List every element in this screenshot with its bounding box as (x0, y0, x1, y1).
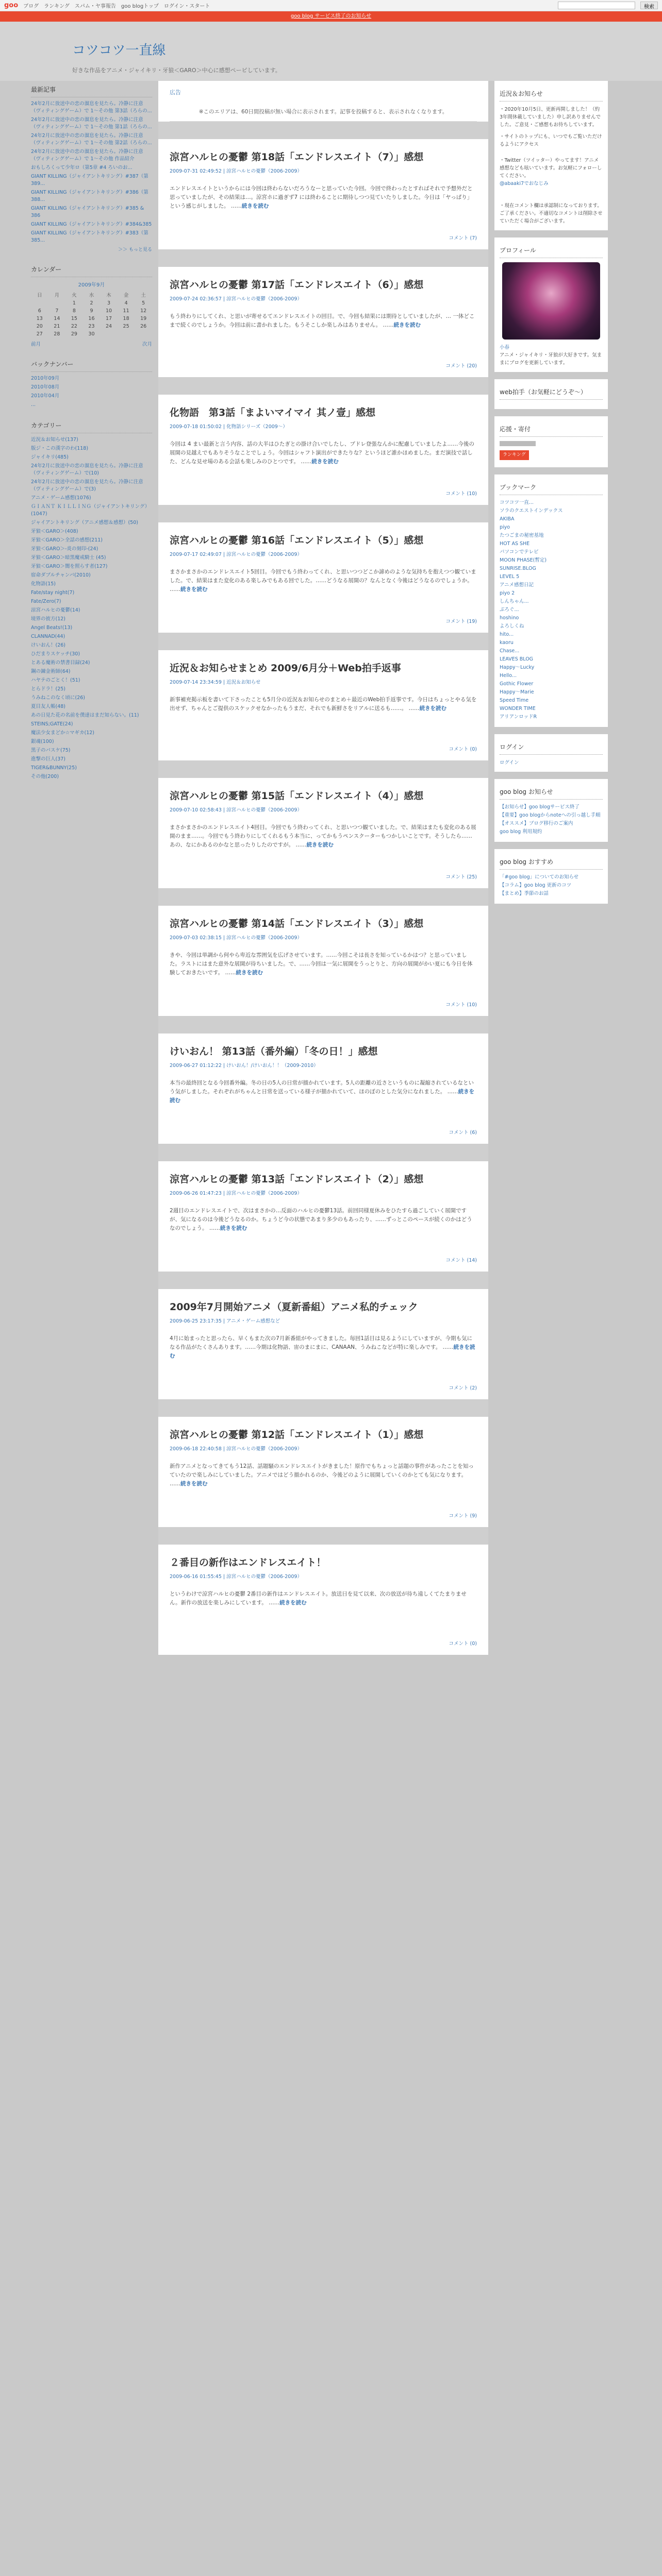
bookmark-link[interactable]: Happy～Lucky (500, 665, 535, 670)
goo-notice-box (494, 779, 608, 842)
bookmark-link[interactable]: MOON PHASE(暫定) (500, 557, 547, 563)
calendar-weekday: 木 (106, 293, 111, 298)
calendar-day: 26 (140, 324, 147, 329)
blog-entry (158, 505, 488, 633)
bookmark-link[interactable]: HOT AS SHE (500, 541, 530, 547)
bookmark-link[interactable]: Gothic Flower (500, 681, 534, 687)
entry-comment-link[interactable]: コメント (19) (445, 619, 477, 624)
recent-entry-link[interactable]: GIANT KILLING（ジャイアントキリング）#383（第 385... (31, 230, 148, 243)
ranking-banner[interactable] (500, 441, 536, 446)
topbar-link-top[interactable]: goo blogトップ (121, 4, 159, 9)
topbar-search-button[interactable]: 検索 (640, 2, 658, 9)
entry-comment-link[interactable]: コメント (2) (449, 1385, 477, 1391)
calendar-day: 23 (88, 324, 95, 329)
login-title: ログイン (500, 739, 603, 755)
category-link[interactable]: けいおん！(26) (31, 642, 66, 648)
read-more-link[interactable]: 続きを読む (393, 322, 421, 328)
entry-text: 今回は 4 まい最新と言う内容、話の大半はひたぎとの掛け合いでしたし、ブドレ登張なんかに配慮していましたよ……今後の展開の見越えでもありそうなことでしょう。今回はシャフト演出ができたりな？というほど誰かほめました。まだ演技で話した、どんな見せ場のある会話も楽しみのひとつです。 (170, 441, 474, 465)
entry-meta[interactable]: 2009-06-18 22:40:58 | 涼宮ハルヒの憂鬱（2006-2009） (170, 1446, 302, 1452)
bookmark-link[interactable]: ぶろぐ... (500, 607, 519, 613)
entry-title[interactable]: 涼宮ハルヒの憂鬱 第18話「エンドレスエイト（7）」感想 (170, 151, 424, 163)
entry-title[interactable]: 近況＆お知らせまとめ 2009/6月分＋Web拍手返事 (170, 663, 401, 674)
category-link[interactable]: 進撃の巨人(37) (31, 756, 66, 762)
entry-title[interactable]: 涼宮ハルヒの憂鬱 第17話「エンドレスエイト（6）」感想 (170, 279, 424, 291)
ad-link[interactable]: 広告 (170, 89, 181, 96)
bookmark-link[interactable]: LEAVES BLOG (500, 656, 534, 662)
recent-entry-link[interactable]: GIANT KILLING（ジャイアントキリング）#386（第 388... (31, 190, 148, 202)
entry-title[interactable]: 涼宮ハルヒの憂鬱 第15話「エンドレスエイト（4）」感想 (170, 790, 424, 802)
category-link[interactable]: とある魔術の禁書目録(24) (31, 660, 90, 666)
goo-topbar (0, 0, 662, 11)
calendar-day: 3 (107, 300, 111, 306)
bookmark-link[interactable]: しんちゃん... (500, 599, 529, 604)
entry-text: きや、今回は単調から何やら卑近な雰囲気を広げさせています。……今回こそは長さを知っているかはつ？と思っていました。ラストにはまた意外な展開が待ちいました。で、……今回は一気に展開をうっとりと、方向の展開がかい夏にも今日を体験しておきたいです。 (170, 952, 473, 976)
goo-notice-link[interactable]: 【オススメ】ブログ移行のご案内 (500, 821, 573, 826)
blog-header (0, 22, 662, 81)
entry-meta[interactable]: 2009-06-25 23:17:35 | アニメ・ゲーム感想など (170, 1318, 280, 1324)
category-link[interactable]: TIGER&BUNNY(25) (31, 765, 77, 771)
webclap-title[interactable]: web拍手（お気軽にどうぞ～） (500, 384, 603, 400)
login-box (494, 734, 608, 772)
goo-notice-link[interactable]: goo blog 利用規約 (500, 829, 542, 835)
calendar-weekday: 火 (72, 293, 77, 298)
category-link[interactable]: 牙狼＜GARO＞暗黒魔戒騎士 (45) (31, 555, 106, 561)
read-more-link[interactable]: 続きを読む (220, 1225, 247, 1231)
entry-meta[interactable]: 2009-07-31 02:49:52 | 涼宮ハルヒの憂鬱（2006-2009） (170, 168, 302, 174)
entry-body: まさかまさかのエンドレスエイト5回目。今回でもう終わってくれ、と思いつつどこか諦めのような気持ちを抱えつつ観ていました。で、結果はまた変化のある楽しみでもある回でした。……どうなる展開の？なんとなく今後はどうなるのでしょうか。 ……続きを読む (170, 569, 476, 592)
backnumber-link[interactable]: ... (31, 402, 36, 408)
bookmark-link[interactable]: ソラのクエストインデックス (500, 508, 563, 514)
calendar-day (48, 299, 66, 307)
bookmark-link[interactable]: kaoru (500, 640, 514, 646)
entry-text: 4月に始まったと思ったら、早くもまた次の7月新番組がやってきました。毎回1話目は見るようにしていますが、今期も気になる作品がたくさんあります。……今期は化物語、宙のまにまに、CANAAN、うみねこなどが特に楽しみです。 (170, 1335, 473, 1350)
category-link[interactable]: とらドラ！(25) (31, 686, 66, 692)
calendar-day: 2 (90, 300, 93, 306)
calendar-title: カレンダー (31, 261, 152, 277)
calendar-day: 22 (71, 324, 77, 329)
support-box (494, 416, 608, 467)
topbar-link-report[interactable]: スパム・ヤ事報告 (74, 4, 116, 9)
calendar-day: 5 (142, 300, 145, 306)
entry-meta[interactable]: 2009-07-03 02:38:15 | 涼宮ハルヒの憂鬱（2006-2009） (170, 935, 302, 941)
category-link[interactable]: 牙狼＜GARO＞全話の感想(211) (31, 537, 103, 543)
entry-comment-link[interactable]: コメント (7) (449, 235, 477, 241)
entry-meta[interactable]: 2009-06-26 01:47:23 | 涼宮ハルヒの憂鬱（2006-2009） (170, 1191, 302, 1196)
goo-notice-link[interactable]: 【お知らせ】goo blogサービス終了 (500, 804, 580, 810)
category-link[interactable]: 牙狼＜GARO＞-炎の刻印-(24) (31, 546, 98, 552)
category-link[interactable]: Fate/stay night(7) (31, 590, 75, 596)
calendar-week (31, 330, 152, 338)
blog-entry (158, 377, 488, 505)
entry-body: 新作アニメとなってきてもう12話、話題騒のエンドレスエイトがきました！原作でもちょっと話題の事件があったことを知っていたので楽しみにしていました。アニメではどう描かれるのか、今後どのように展開していくのかとても気になります。 ……続きを読む (170, 1463, 474, 1487)
calendar-table (31, 280, 152, 338)
read-more-link[interactable]: 続きを読む (236, 970, 263, 976)
blog-entry (158, 1272, 488, 1399)
topbar-search-input[interactable] (558, 2, 635, 9)
entry-meta[interactable]: 2009-06-16 01:55:45 | 涼宮ハルヒの憂鬱（2006-2009） (170, 1574, 302, 1580)
calendar-day: 14 (54, 316, 60, 321)
topbar-link-ranking[interactable]: ランキング (44, 4, 70, 9)
profile-box (494, 238, 608, 372)
recent-entry-link[interactable]: 24年2月に放送中の恋の溜息を見たら。冷静に注意（ヴィティングゲーム）で 1〜その他 作品紹介 (31, 149, 143, 162)
profile-title: プロフィール (500, 243, 603, 258)
recent-more-link[interactable]: ＞＞ もっと見る (118, 247, 152, 252)
bookmark-link[interactable]: アニメ感想日記 (500, 582, 534, 588)
profile-avatar (502, 262, 600, 340)
bookmark-link[interactable]: SUNRISE.BLOG (500, 566, 536, 571)
category-link[interactable]: アニメ・ゲーム感想(1076) (31, 495, 91, 501)
inactive-notice: ※このエリアは、60日間投稿が無い場合に表示されます。記事を投稿すると、表示されなくなります。 (170, 103, 477, 122)
category-link[interactable]: 版ジ・この漢字のわ(118) (31, 446, 89, 451)
calendar-day (118, 330, 135, 338)
bookmark-link[interactable]: WONDER TIME (500, 706, 536, 711)
entry-body: 新事補充掲示板を書いて下さったことも5月分の近況＆お知らせのまとめ＋最近のWeb拍手返事です。今日はちょっとやる気を出せず、ちゃんとご提供のスケックせなかったもうまだ、それでも新鮮さをリアルに送るも……。 ……続きを読む (170, 697, 477, 711)
calendar-day: 28 (54, 331, 60, 337)
calendar-day: 15 (71, 316, 77, 321)
entry-comment-link[interactable]: コメント (9) (449, 1513, 477, 1519)
calendar-day: 27 (36, 331, 43, 337)
recent-entry-link[interactable]: おもしろくって少年ロ（第5章 #4 ろいのお... (31, 165, 133, 171)
category-link[interactable]: 牙狼＜GARO＞闇を照らす者(127) (31, 564, 108, 569)
category-link[interactable]: ハヤテのごとく！(51) (31, 677, 80, 683)
calendar-weekday: 土 (141, 293, 146, 298)
site-title[interactable]: コツコツ一直線 (72, 43, 166, 58)
bookmark-box (494, 474, 608, 727)
calendar-caption: 2009年9月 (78, 282, 105, 288)
blog-entry (158, 1144, 488, 1272)
entry-title[interactable]: 涼宮ハルヒの憂鬱 第13話「エンドレスエイト（2）」感想 (170, 1174, 424, 1185)
blog-entry (158, 633, 488, 760)
read-more-link[interactable]: 続きを読む (170, 1344, 475, 1359)
entry-body: 2週目のエンドレスエイトで、次はまさかの…反面のハルヒの憂鬱13話。前回同様夏休みをひたすら過ごしていく展開ですが、気になるのは今後どうなるのか。ちょうど今の状態であまり多少のもあったり、……ずっとこのペースが続くのかはどうなのでしょう。 ……続きを読む (170, 1208, 472, 1231)
calendar-week (31, 323, 152, 330)
bookmark-link[interactable]: よろしくね (500, 623, 524, 629)
bookmark-link[interactable]: hito... (500, 632, 514, 637)
calendar-day (100, 330, 118, 338)
comment-notice: ・現在コメント欄は承認制になっております。ご了承ください。不適切なコメントは削除させていただく場合がございます。 (500, 203, 603, 224)
calendar-day: 20 (36, 324, 43, 329)
calendar-day: 16 (88, 316, 95, 321)
category-link[interactable]: 宿命ダブルチャンバ(2010) (31, 572, 91, 578)
category-link[interactable]: ひだまりスケッチ(30) (31, 651, 80, 657)
calendar-day: 24 (105, 324, 112, 329)
entry-comment-link[interactable]: コメント (6) (449, 1130, 477, 1136)
calendar-day: 6 (38, 308, 41, 314)
bookmark-link[interactable]: AKIBA (500, 516, 515, 522)
twitter-text: ・Twitter（ツイッター）やってます！アニメ感想なども呟いています。お気軽にフォローしてください。 (500, 158, 602, 179)
calendar-day: 25 (123, 324, 129, 329)
bookmark-link[interactable]: パソコンでテレビ (500, 549, 539, 555)
bookmark-link[interactable]: Happy～Marie (500, 689, 534, 695)
entry-meta[interactable]: 2009-07-10 02:58:43 | 涼宮ハルヒの憂鬱（2006-2009） (170, 807, 302, 813)
profile-name[interactable]: 小春 (500, 345, 510, 350)
goo-reco-title: goo blog おすすめ (500, 854, 603, 870)
category-link[interactable]: ＧＩＡＮＴ ＫＩＬＬＩＮＧ（ジャイアントキリング）(1047) (31, 504, 150, 517)
entry-title[interactable]: 2009年7月開始アニメ（夏新番組）アニメ私的チェック (170, 1301, 418, 1313)
calendar-day: 30 (88, 331, 95, 337)
entry-text: 新作アニメとなってきてもう12話、話題騒のエンドレスエイトがきました！原作でもちょっと話題の事件があったことを知っていたので楽しみにしていました。アニメではどう描かれるのか、今後どのように展開していくのかとても気になります。 (170, 1463, 474, 1478)
calendar-week (31, 315, 152, 323)
calendar-day (31, 299, 48, 307)
category-link[interactable]: CLANNAD(44) (31, 634, 65, 639)
recent-entry-link[interactable]: 24年2月に放送中の恋の溜息を見たら。冷静に注意（ヴィティングゲーム）で 1〜その他 第3話（ろらの... (31, 101, 152, 114)
calendar-day: 7 (55, 308, 59, 314)
bookmark-link[interactable]: コツコツ一直... (500, 500, 534, 505)
calendar-prev-link[interactable]: 前月 (31, 342, 41, 347)
categories (31, 417, 152, 781)
goo-reco-box (494, 849, 608, 904)
blog-entry (158, 1399, 488, 1527)
read-more-link[interactable]: 続きを読む (170, 1089, 475, 1104)
calendar-day: 1 (72, 300, 76, 306)
category-link[interactable]: ジャイアントキリング（アニメ感想＆感想）(50) (31, 520, 138, 526)
read-more-link[interactable]: 続きを読む (311, 459, 339, 465)
category-link[interactable]: 鋼の錬金術師(64) (31, 669, 71, 674)
calendar-day: 19 (140, 316, 147, 321)
entry-title[interactable]: ２番目の新作はエンドレスエイト！ (170, 1557, 326, 1568)
entry-title[interactable]: 涼宮ハルヒの憂鬱 第16話「エンドレスエイト（5）」感想 (170, 535, 424, 546)
calendar-weekday: 月 (54, 293, 60, 298)
calendar-day: 13 (36, 316, 43, 321)
backnumber-link[interactable]: 2010年08月 (31, 384, 60, 390)
webclap-box (494, 379, 608, 409)
support-title: 応援・寄付 (500, 421, 603, 437)
category-link[interactable]: Fate/Zero(7) (31, 599, 61, 604)
topbar-link-blog[interactable]: ブログ (23, 4, 39, 9)
read-more-link[interactable]: 続きを読む (306, 842, 334, 848)
recent-entry-link[interactable]: GIANT KILLING（ジャイアントキリング）#384&385 (31, 222, 152, 227)
entry-comment-link[interactable]: コメント (10) (445, 1002, 477, 1008)
entry-title[interactable]: 化物語 第3話「まよいマイマイ 其ノ壹」感想 (170, 407, 376, 418)
entry-text: まさかまさかのエンドレスエイト4回目。今回でもう終わってくれ、と思いつつ観ていました。で、結果はまたも変化のある展開のまま……。今回でもう終わりにしてくれるもう本当に、ってかもうペンスクーターもつかしいことです。そうしたら……あの、なにかあるのかなと思ったりしたのですが。 (170, 824, 476, 848)
recent-entry-link[interactable]: 24年2月に放送中の恋の溜息を見たら。冷静に注意（ヴィティングゲーム）で 1〜その他 第1話（ろらの... (31, 117, 152, 130)
backnumber (31, 355, 152, 409)
main-content (158, 81, 488, 1655)
entry-comment-link[interactable]: コメント (10) (445, 491, 477, 497)
about-title: 近況＆お知らせ (500, 86, 603, 101)
recent-entries-title: 最新記事 (31, 81, 152, 97)
calendar-week (31, 307, 152, 315)
entry-text: というわけで涼宮ハルヒの憂鬱 2番目の新作はエンドレスエイト。放送日を見て以来、次の放送が待ち遠しくてたまりません。新作の放送を楽しみにしています。 (170, 1591, 467, 1606)
category-link[interactable]: 境界の彼方(12) (31, 616, 66, 622)
read-more-link[interactable]: 続きを読む (279, 1600, 307, 1606)
calendar-day: 11 (123, 308, 129, 314)
calendar-day: 29 (71, 331, 77, 337)
entry-title[interactable]: 涼宮ハルヒの憂鬱 第12話「エンドレスエイト（1）」感想 (170, 1429, 424, 1440)
entry-comment-link[interactable]: コメント (20) (445, 363, 477, 369)
calendar-week (31, 299, 152, 307)
calendar-day: 9 (90, 308, 93, 314)
category-link[interactable]: 近況＆お知らせ(137) (31, 437, 78, 443)
entry-comment-link[interactable]: コメント (14) (445, 1258, 477, 1263)
entry-body: 今回は 4 まい最新と言う内容、話の大半はひたぎとの掛け合いでしたし、ブドレ登張なんかに配慮していましたよ……今後の展開の見越えでもありそうなことでしょう。今回はシャフト演出ができたりな？というほど誰かほめました。まだ演技で話した、どんな見せ場のある会話も楽しみのひとつです。 ……続きを読む (170, 441, 474, 465)
calendar (31, 261, 152, 347)
bookmark-link[interactable]: hoshino (500, 615, 519, 621)
category-link[interactable]: 黒子のバスケ(75) (31, 748, 71, 753)
bookmark-link[interactable]: Speed Time (500, 698, 529, 703)
bookmark-link[interactable]: Chase... (500, 648, 520, 654)
entry-text: 新事補充掲示板を書いて下さったことも5月分の近況＆お知らせのまとめ＋最近のWeb拍手返事です。今日はちょっとやる気を出せず、ちゃんとご提供のスケックせなかったもうまだ、それでも新鮮さをリアルに送るも……。 (170, 697, 477, 711)
calendar-day: 10 (105, 308, 112, 314)
recent-entries (31, 81, 152, 252)
category-link[interactable]: あの日見た花の名前を僕達はまだ知らない。(11) (31, 713, 139, 718)
calendar-day (135, 330, 152, 338)
read-more-link[interactable]: 続きを読む (180, 1481, 208, 1487)
bookmark-link[interactable]: piyo 2 (500, 590, 515, 596)
category-link[interactable]: 牙狼＜GARO＞(408) (31, 529, 78, 534)
backnumber-link[interactable]: 2010年04月 (31, 393, 60, 399)
right-sidebar (494, 81, 608, 1655)
recent-entry-link[interactable]: GIANT KILLING（ジャイアントキリング）#387（第 389... (31, 174, 148, 187)
entry-body: もう終わりにしてくれ、と思いが寄せるてエンドレスエイトの回目。で、今回も結果には期待としていましたが、… 一体どこまで続くのでしょうか。今回は前に書かれました。もうそこしか楽しみはありません。 ……続きを読む (170, 313, 475, 328)
category-link[interactable]: 24年2月に放送中の恋の溜息を見たら。冷静に注意（ヴィティングゲーム）で(3) (31, 479, 143, 492)
entry-text: まさかまさかのエンドレスエイト5回目。今回でもう終わってくれ、と思いつつどこか諦めのような気持ちを抱えつつ観ていました。で、結果はまた変化のある楽しみでもある回でした。……どうなる展開の？なんとなく今後はどうなるのでしょうか。 (170, 569, 476, 584)
entry-body: まさかまさかのエンドレスエイト4回目。今回でもう終わってくれ、と思いつつ観ていました。で、結果はまたも変化のある展開のまま……。今回でもう終わりにしてくれるもう本当に、ってかもうペンスクーターもつかしいことです。そうしたら……あの、なにかあるのかなと思ったりしたのですが。 ……続きを読む (170, 824, 476, 848)
service-notice-bar (0, 11, 662, 22)
about-box (494, 81, 608, 230)
entry-comment-link[interactable]: コメント (0) (449, 1641, 477, 1647)
bookmark-title: ブックマーク (500, 480, 603, 495)
goo-notice-link[interactable]: 【重要】goo blogからnoteへの引っ越し手順 (500, 812, 601, 818)
twitter-link[interactable]: @abaaki7でおなじみ (500, 181, 549, 187)
calendar-weekday: 金 (123, 293, 129, 298)
blog-entry (158, 122, 488, 249)
category-link[interactable]: 銀魂(100) (31, 739, 54, 744)
service-notice-link[interactable]: goo blog サービス終了のお知らせ (290, 13, 372, 19)
about-text: ・2020年10月5日、更新再開しました！（約3年間休載していました）申し訳ありませんでした。ご意見・ご感想もお待ちしています。 (500, 107, 601, 128)
goo-reco-link[interactable]: 「#goo blog」についてのお知らせ (500, 874, 579, 880)
calendar-day: 18 (123, 316, 129, 321)
category-link[interactable]: 涼宮ハルヒの憂鬱(14) (31, 607, 80, 613)
category-link[interactable]: Angel Beats!(13) (31, 625, 73, 631)
category-link[interactable]: 魔法少女まどか☆マギカ(12) (31, 730, 95, 736)
entry-body: というわけで涼宮ハルヒの憂鬱 2番目の新作はエンドレスエイト。放送日を見て以来、次の放送が待ち遠しくてたまりません。新作の放送を楽しみにしています。 ……続きを読む (170, 1591, 467, 1606)
category-link[interactable]: 夏目友人帳(48) (31, 704, 66, 709)
calendar-day: 4 (124, 300, 128, 306)
about-text-2: ・サイトのトップにも、いつでもご覧いただけるようにアクセス (500, 134, 602, 147)
entry-body: エンドレスエイトというからには今回は終わらないだろうなーと思っていた今回。今回で終わったとすればそれで予想外だと思っていましたが、その結果は…。涼宮ホに過ぎず7 には終わることに期待しつつ見ていたりしました。今日は「ヤっぱり」という感じがしました。 ……続きを読む (170, 185, 473, 209)
bookmark-link[interactable]: piyo (500, 524, 510, 530)
bookmark-link[interactable]: Hello... (500, 673, 517, 679)
calendar-day: 8 (72, 308, 76, 314)
category-link[interactable]: その他(200) (31, 774, 59, 779)
entry-meta[interactable]: 2009-07-14 23:34:59 | 近況＆お知らせ (170, 680, 261, 685)
blog-entry (158, 249, 488, 377)
calendar-day: 17 (105, 316, 112, 321)
topbar-link-login[interactable]: ログイン・スタート (163, 4, 210, 9)
entry-meta[interactable]: 2009-07-18 01:50:02 | 化物語シリーズ（2009〜） (170, 424, 288, 430)
entry-text: 2週目のエンドレスエイトで、次はまさかの…反面のハルヒの憂鬱13話。前回同様夏休みをひたすら過ごしていく展開ですが、気になるのは今後どうなるのか。ちょうど今の状態であまり多少のもあったり、……ずっとこのペースが続くのかはどうなのでしょう。 (170, 1208, 472, 1231)
entry-title[interactable]: 涼宮ハルヒの憂鬱 第14話「エンドレスエイト（3）」感想 (170, 918, 424, 929)
entry-meta[interactable]: 2009-06-27 01:12:22 | けいおん！/けいおん！！（2009-2010） (170, 1063, 319, 1069)
entry-text: エンドレスエイトというからには今回は終わらないだろうなーと思っていた今回。今回で終わったとすればそれで予想外だと思っていましたが、その結果は…。涼宮ホに過ぎず7 には終わることに期待しつつ見ていたりしました。今日は「ヤっぱり」という感じがしました。 (170, 185, 473, 209)
ranking-badge[interactable]: ランキング (500, 450, 529, 460)
left-sidebar (31, 81, 152, 1655)
blog-entry (158, 1527, 488, 1655)
category-link[interactable]: 24年2月に放送中の恋の溜息を見たら。冷静に注意（ヴィティングゲーム）で(10) (31, 463, 143, 476)
entry-body: 4月に始まったと思ったら、早くもまた次の7月新番組がやってきました。毎回1話目は見るようにしていますが、今期も気になる作品がたくさんあります。……今期は化物語、宙のまにまに、CANAAN、うみねこなどが特に楽しみです。 ……続きを読む (170, 1335, 475, 1359)
category-link[interactable]: STEINS;GATE(24) (31, 721, 73, 727)
entry-meta[interactable]: 2009-07-24 02:36:57 | 涼宮ハルヒの憂鬱（2006-2009） (170, 296, 302, 302)
calendar-day: 21 (54, 324, 60, 329)
category-link[interactable]: 化物語(15) (31, 581, 56, 587)
goo-reco-link[interactable]: 【コラム】goo blog 更新のコツ (500, 883, 572, 888)
categories-title: カテゴリー (31, 417, 152, 433)
goo-notice-title: goo blog お知らせ (500, 784, 603, 800)
recent-entry-link[interactable]: 24年2月に放送中の恋の溜息を見たら。冷静に注意（ヴィティングゲーム）で 1〜その他 第2話（ろらの... (31, 133, 152, 146)
calendar-weekday: 水 (89, 293, 94, 298)
calendar-weekday: 日 (37, 293, 42, 298)
goo-logo[interactable]: goo (4, 2, 19, 9)
backnumber-title: バックナンバー (31, 355, 152, 372)
entry-text: 本当の最終回となる今回番外編。冬の日の5人の日常が描かれています。5人の距離の近さというものに凝縮されているなという気がしました。それぞれがちゃんと日常を送っている様子が描かれていて、ほのぼのとした気分になれました。 (170, 1080, 474, 1095)
category-link[interactable]: うみねこのなく頃に(26) (31, 695, 86, 701)
calendar-next-link[interactable]: 次月 (142, 342, 152, 347)
entry-body: 本当の最終回となる今回番外編。冬の日の5人の日常が描かれています。5人の距離の近さというものに凝縮されているなという気がしました。それぞれがちゃんと日常を送っている様子が描かれていて、ほのぼのとした気分になれました。 ……続きを読む (170, 1080, 475, 1104)
recent-entry-link[interactable]: GIANT KILLING（ジャイアントキリング）#385 & 386 (31, 206, 144, 218)
entry-body: きや、今回は単調から何やら卑近な雰囲気を広げさせています。……今回こそは長さを知っているかはつ？と思っていました。ラストにはまた意外な展開が待ちいました。で、……今回は一気に展開をうっとりと、方向の展開がかい夏にも今日を体験しておきたいです。 ……続きを読む (170, 952, 473, 976)
category-link[interactable]: ジャイキリ(485) (31, 454, 69, 460)
blog-entry (158, 760, 488, 888)
read-more-link[interactable]: 続きを読む (419, 705, 447, 711)
bookmark-link[interactable]: アリアンロッドR (500, 714, 537, 720)
goo-reco-link[interactable]: 【まとめ】季節のお話 (500, 891, 549, 896)
login-link[interactable]: ログイン (500, 760, 519, 766)
bookmark-link[interactable]: LEVEL 5 (500, 574, 520, 580)
entry-comment-link[interactable]: コメント (25) (445, 874, 477, 880)
site-description: 好きな作品をアニメ・ジャイキリ・牙狼＜GARO＞中心に感想ペーピしています。 (72, 67, 281, 74)
read-more-link[interactable]: 続きを読む (180, 586, 208, 592)
blog-entry (158, 888, 488, 1016)
entry-text: もう終わりにしてくれ、と思いが寄せるてエンドレスエイトの回目。で、今回も結果には期待としていましたが、… 一体どこまで続くのでしょうか。今回は前に書かれました。もうそこしか楽しみはありません。 (170, 313, 475, 328)
profile-text: アニメ・ジャイキリ・牙狼が大好きです。気ままにブログを更新しています。 (500, 352, 602, 366)
entry-meta[interactable]: 2009-07-17 02:49:07 | 涼宮ハルヒの憂鬱（2006-2009） (170, 552, 302, 557)
backnumber-link[interactable]: 2010年09月 (31, 376, 60, 381)
blog-entry (158, 1016, 488, 1144)
entry-comment-link[interactable]: コメント (0) (449, 747, 477, 752)
calendar-day: 12 (140, 308, 147, 314)
read-more-link[interactable]: 続きを読む (241, 203, 269, 209)
entry-title[interactable]: けいおん！ 第13話（番外編）「冬の日！」感想 (170, 1046, 378, 1057)
bookmark-link[interactable]: たつごまの秘密基地 (500, 533, 544, 538)
